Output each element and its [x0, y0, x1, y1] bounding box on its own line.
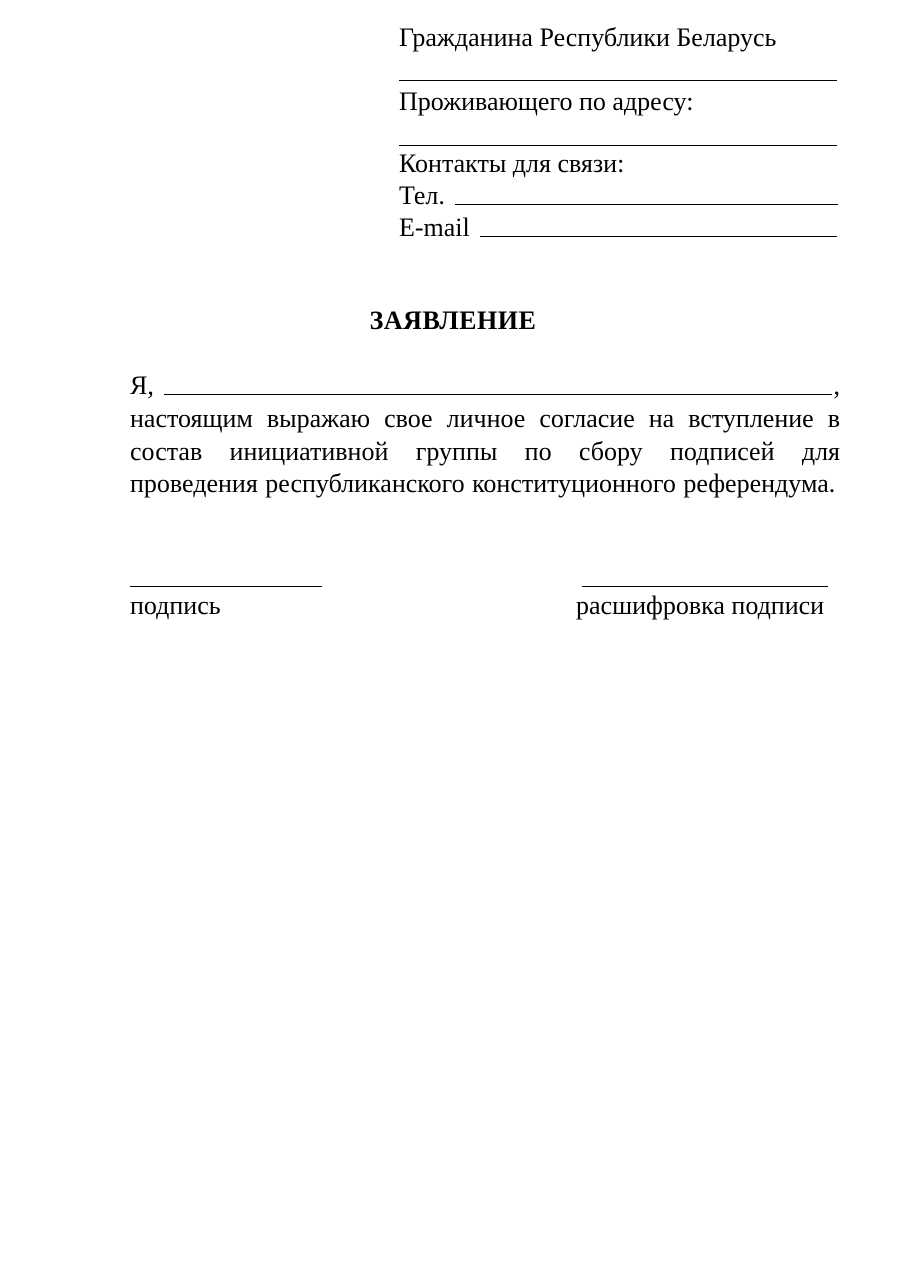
- contacts-label: Контакты для связи:: [399, 149, 625, 178]
- phone-row: [399, 180, 838, 212]
- applicant-row: [130, 370, 840, 402]
- phone-label: Тел.: [399, 181, 445, 210]
- address-line[interactable]: [399, 145, 837, 146]
- statement-text: настоящим выражаю свое личное согласие на вступление в состав инициативной группы по сбору подписей для проведения республиканского конституционного референдума.: [130, 404, 840, 498]
- ya-prefix: Я,: [130, 371, 154, 400]
- signature-decoding-label: расшифровка подписи: [576, 591, 825, 620]
- signature-line[interactable]: [130, 586, 322, 587]
- address-label: Проживающего по адресу:: [399, 87, 694, 116]
- phone-line[interactable]: [455, 204, 838, 205]
- document-title: ЗАЯВЛЕНИЕ: [369, 306, 537, 335]
- applicant-name-line[interactable]: [164, 394, 832, 395]
- email-line[interactable]: [480, 236, 837, 237]
- ya-suffix: ,: [833, 371, 840, 400]
- email-label: E-mail: [399, 213, 470, 242]
- citizen-name-line[interactable]: [399, 80, 837, 81]
- email-row: [399, 212, 837, 244]
- signature-decoding-line[interactable]: [582, 586, 828, 587]
- citizen-label: Гражданина Республики Беларусь: [399, 23, 777, 52]
- signature-label: подпись: [130, 591, 221, 620]
